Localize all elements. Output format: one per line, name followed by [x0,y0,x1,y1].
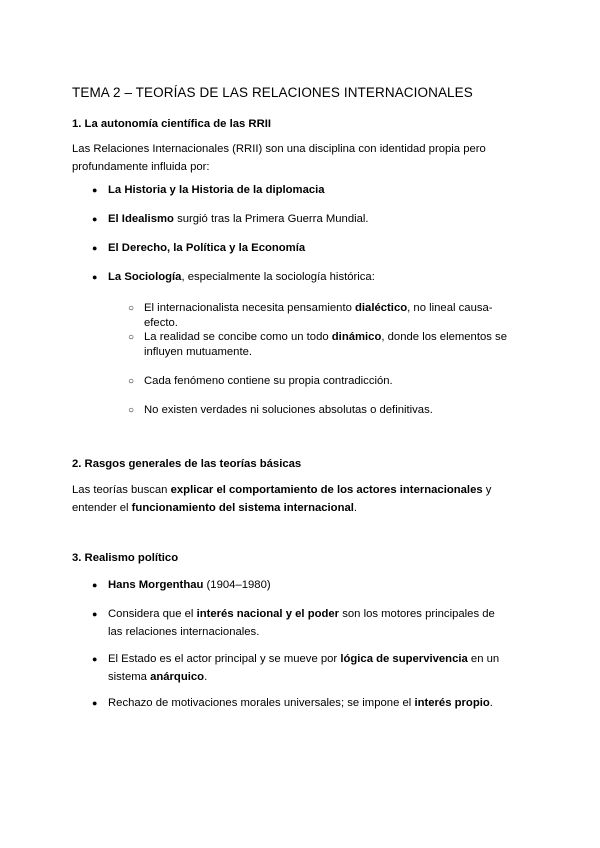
sub-item-text: La realidad se concibe como un todo [144,331,332,343]
paragraph-text: . [353,502,358,514]
sub-list-item [128,301,512,331]
list-item-bold: anárquico [150,671,205,683]
list-item [92,268,512,286]
bullet-icon: ● [92,185,98,195]
list-item-text: son los motores principales de las relaciones internacionales. [108,608,495,638]
list-item [92,210,512,228]
list-item-text: Rechazo de motivaciones morales universales; se impone el [108,697,415,709]
sub-list-item [128,330,512,360]
list-item [92,239,512,257]
bullet-icon: ● [92,654,98,664]
bullet-icon: ● [92,609,98,619]
sub-item-text: No existen verdades ni soluciones absolutas o definitivas. [144,404,433,416]
section-3-heading: 3. Realismo político [72,552,179,564]
list-item-text: en un sistema [108,653,500,683]
paragraph-text: y entender el [72,484,492,514]
list-item-bold: Hans Morgenthau [108,579,204,591]
list-item-bold: lógica de supervivencia [340,653,468,665]
hollow-bullet-icon: ○ [128,405,135,416]
bullet-icon: ● [92,214,98,224]
list-item-text: . [204,671,208,683]
page-title: TEMA 2 – TEORÍAS DE LAS RELACIONES INTERNACIONALES [72,85,473,100]
bullet-icon: ● [92,272,98,282]
hollow-bullet-icon: ○ [128,303,135,314]
list-item-text: surgió tras la Primera Guerra Mundial. [173,213,369,225]
sub-item-bold: dinámico [331,331,382,343]
sub-item-text: Cada fenómeno contiene su propia contradicción. [144,375,393,387]
sub-item-text: El internacionalista necesita pensamiento [144,302,356,314]
list-item [92,694,512,712]
bullet-icon: ● [92,698,98,708]
list-item [92,576,512,594]
sub-list-item [128,403,512,418]
list-item-text: El Estado es el actor principal y se mueve por [108,653,341,665]
list-item [92,650,512,686]
sub-item-text: , no lineal causa-efecto. [144,302,493,329]
sub-item-bold: dialéctico [355,302,408,314]
section-1-heading: 1. La autonomía científica de las RRII [72,118,272,130]
bullet-icon: ● [92,243,98,253]
list-item-bold: interés nacional y el poder [196,608,340,620]
list-item-bold: El Idealismo [108,213,174,225]
bullet-icon: ● [92,580,98,590]
paragraph-bold: explicar el comportamiento de los actores internacionales [170,484,483,496]
paragraph-text: Las teorías buscan [72,484,171,496]
list-item-text: Considera que el [108,608,197,620]
list-item-bold: interés propio [414,697,490,709]
sub-list-item [128,374,512,389]
paragraph-bold: funcionamiento del sistema internacional [131,502,354,514]
section-2-paragraph [72,481,512,517]
list-item-bold: La Sociología [108,271,182,283]
hollow-bullet-icon: ○ [128,332,135,343]
list-item-text: La Historia y la Historia de la diplomacia [108,184,325,196]
list-item-text: , especialmente la sociología histórica: [181,271,375,283]
list-item [92,181,512,199]
list-item [92,605,512,641]
sub-item-text: , donde los elementos se influyen mutuamente. [144,331,507,358]
section-2-heading: 2. Rasgos generales de las teorías básicas [72,458,302,470]
section-1-intro: Las Relaciones Internacionales (RRII) son una disciplina con identidad propia pero profundamente influida por: [72,143,486,173]
hollow-bullet-icon: ○ [128,376,135,387]
list-item-text: (1904–1980) [203,579,271,591]
list-item-text: El Derecho, la Política y la Economía [108,242,306,254]
list-item-text: . [489,697,493,709]
